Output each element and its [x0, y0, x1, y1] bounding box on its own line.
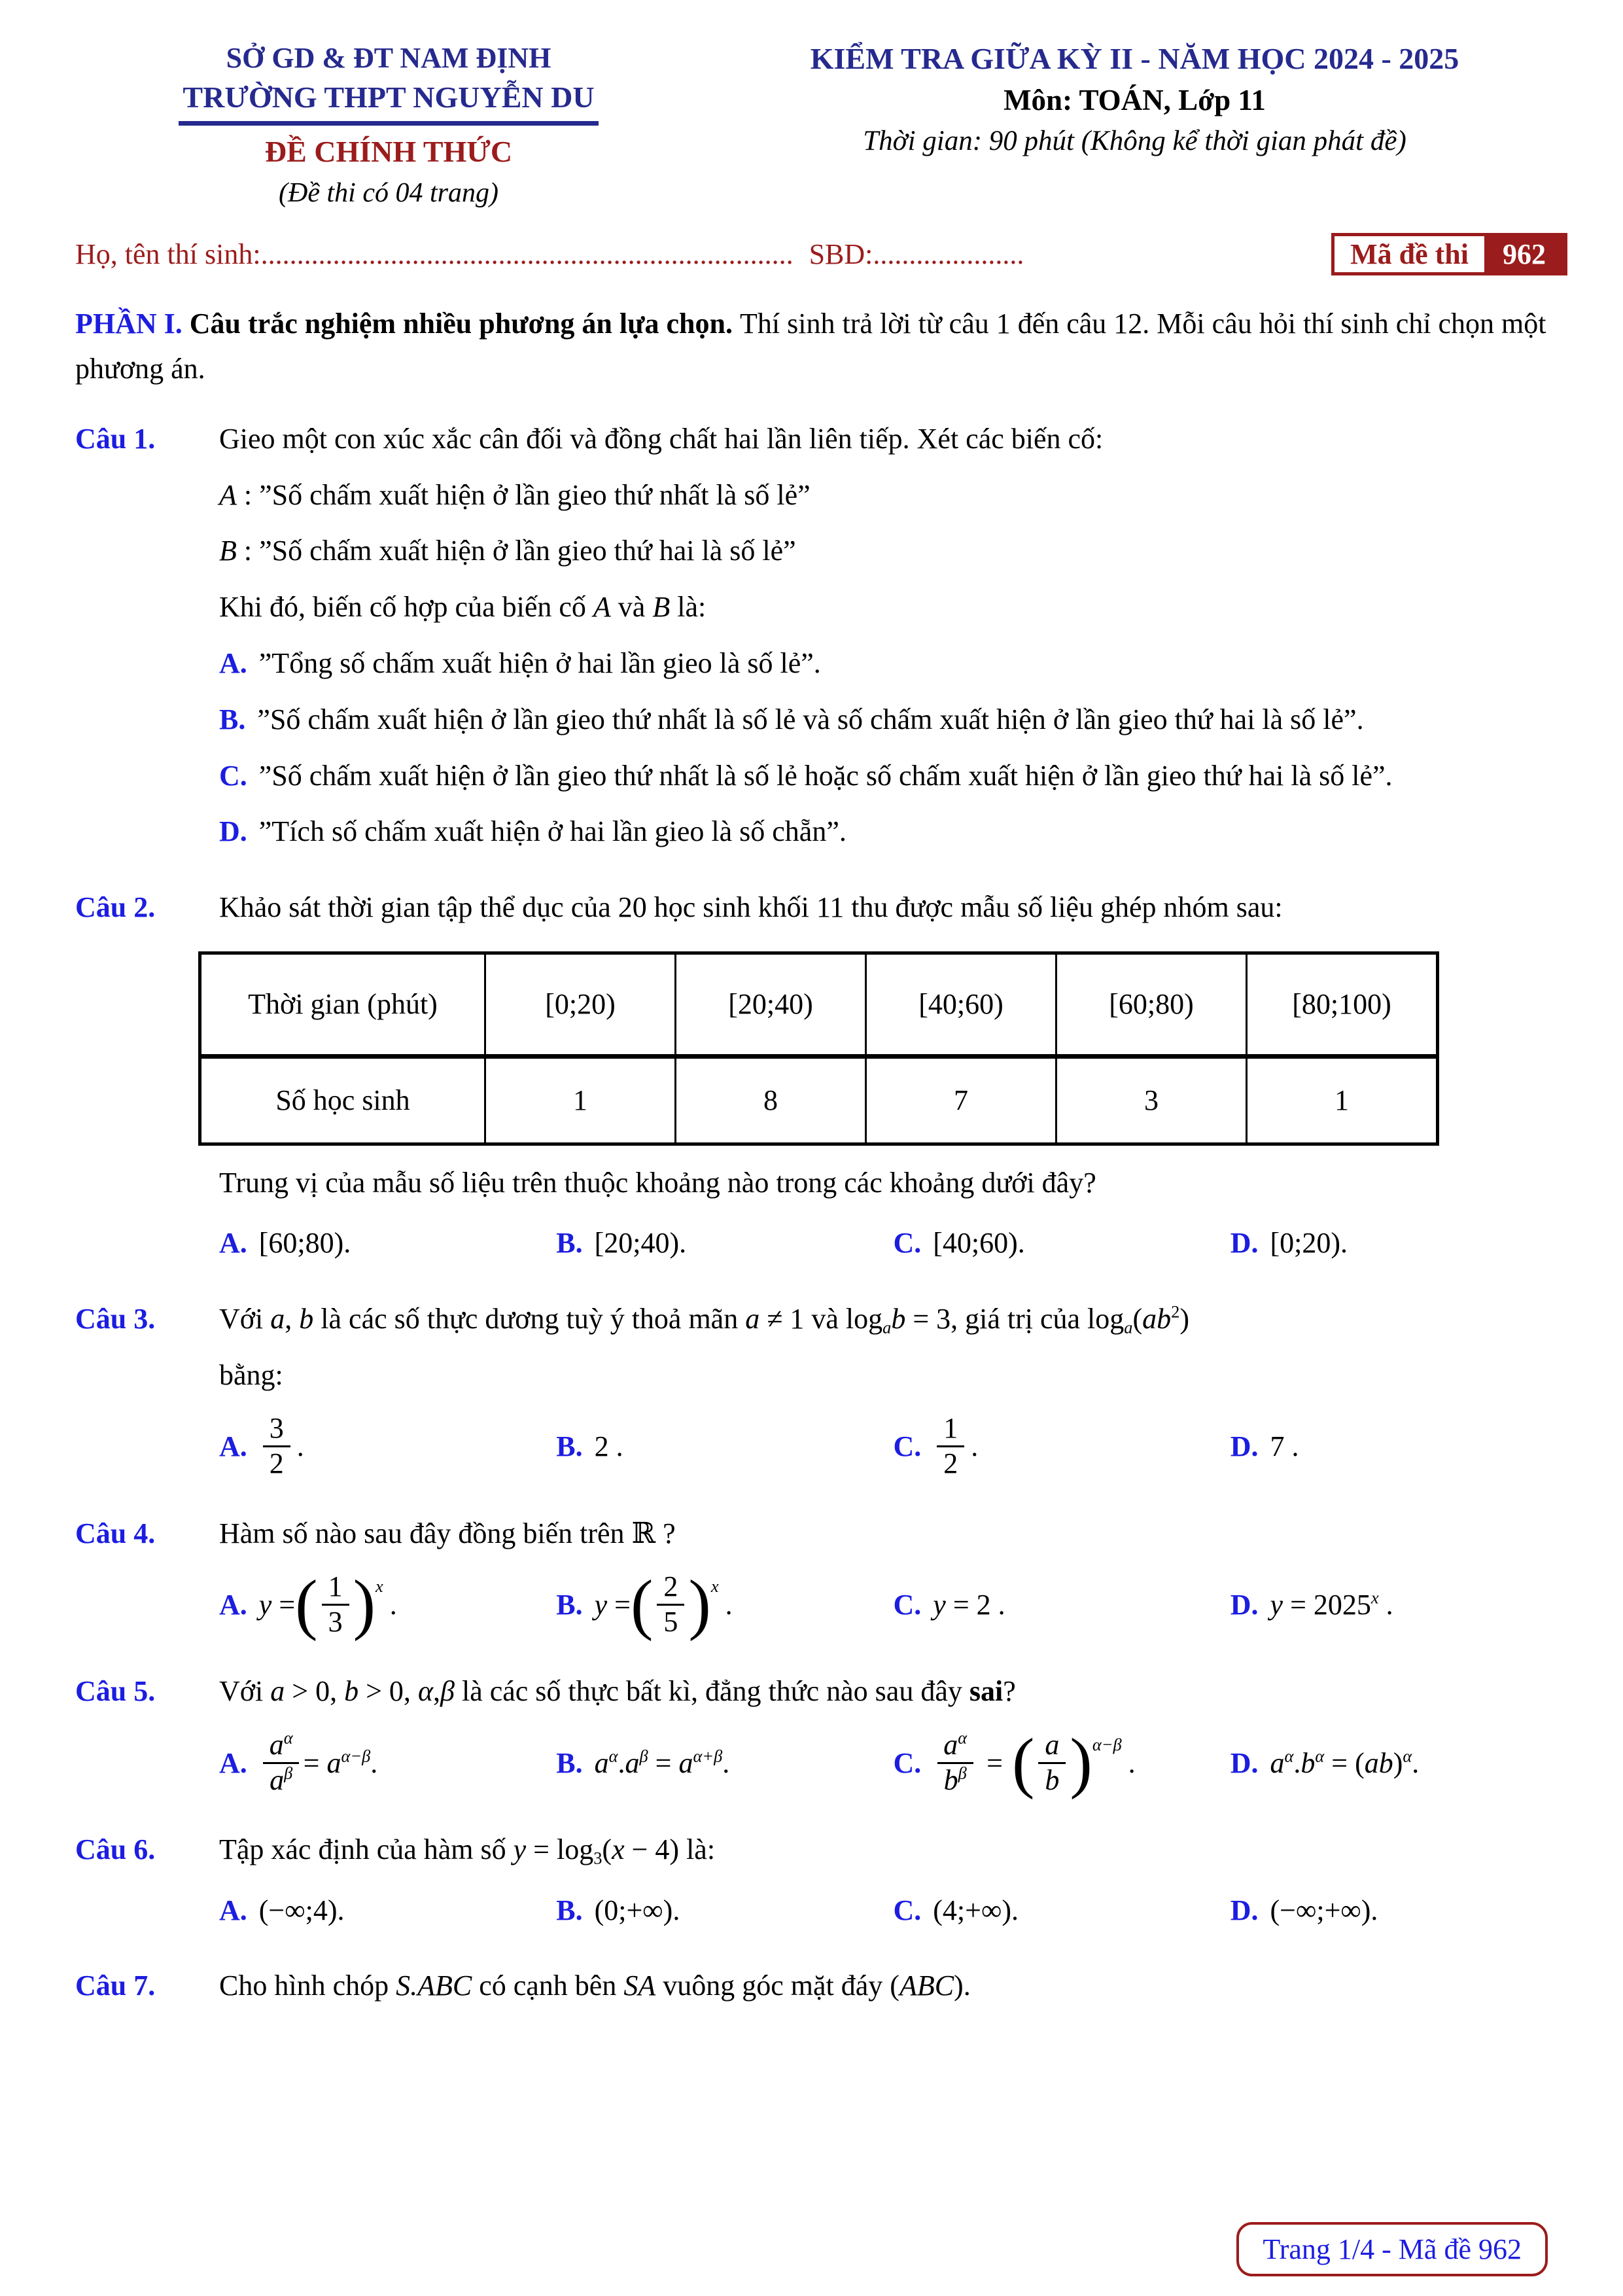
- option-text: [20;40).: [594, 1227, 687, 1260]
- equals-sign: =: [986, 1746, 1003, 1779]
- option-letter: B.: [556, 1227, 583, 1260]
- option-letter: A.: [219, 1430, 247, 1462]
- question-6: [75, 1822, 1567, 1938]
- header-left-block: [75, 39, 702, 211]
- question-2: [75, 879, 1567, 1271]
- option-d: [1230, 1215, 1567, 1271]
- option-text: ”Tổng số chấm xuất hiện ở hai lần gieo là số lẻ”.: [258, 646, 821, 679]
- option-letter: C.: [893, 1894, 922, 1926]
- table-cell: [80;100): [1247, 953, 1438, 1056]
- question-2-number: Câu 2.: [75, 891, 156, 924]
- option-letter: B.: [556, 1894, 583, 1926]
- option-letter: B.: [219, 703, 246, 735]
- right-paren: ): [1070, 1725, 1092, 1800]
- option-letter: C.: [893, 1746, 922, 1779]
- option-a: [219, 1882, 556, 1938]
- option-letter: B.: [556, 1430, 583, 1462]
- question-1-option-d: [219, 804, 1567, 860]
- option-letter: D.: [1230, 1430, 1259, 1462]
- fraction: $\frac{a^\alpha}{a^\beta}$: [263, 1729, 300, 1797]
- part1-heading: PHẦN I. Câu trắc nghiệm nhiều phương án lựa chọn. Thí sinh trả lời từ câu 1 đến câu 12. Mỗi câu hỏi thí sinh chỉ chọn một phương án.: [75, 308, 1546, 385]
- option-c: [894, 1882, 1230, 1938]
- option-a: [219, 1723, 556, 1802]
- question-1-event-b: B : ”Số chấm xuất hiện ở lần gieo thứ hai là số lẻ”: [219, 535, 796, 567]
- question-2-options: [219, 1215, 1567, 1271]
- question-1-option-b: [219, 692, 1567, 748]
- option-letter: C.: [893, 1227, 922, 1260]
- option-letter: C.: [893, 1430, 922, 1462]
- option-letter: C.: [893, 1588, 922, 1621]
- question-6-text: Tập xác định của hàm số y = log3(x − 4) là:: [219, 1833, 716, 1868]
- left-paren: (: [1011, 1725, 1035, 1800]
- question-2-text: Khảo sát thời gian tập thể dục của 20 học sinh khối 11 thu được mẫu số liệu ghép nhóm sau:: [219, 891, 1283, 924]
- option-text: $a^\alpha.b^\alpha = (ab)^\alpha$.: [1270, 1746, 1420, 1779]
- option-letter: D.: [219, 815, 247, 848]
- exponent: x: [710, 1576, 719, 1597]
- table-header-row: [200, 953, 1438, 1056]
- option-c: [894, 1407, 1230, 1485]
- option-suffix: .: [1128, 1746, 1136, 1779]
- exam-code-label: Mã đề thi: [1335, 236, 1484, 272]
- question-5-number: Câu 5.: [75, 1675, 156, 1708]
- option-b: [556, 1565, 893, 1644]
- department-name: SỞ GD & ĐT NAM ĐỊNH: [226, 42, 551, 74]
- frequency-table: [198, 951, 1439, 1146]
- question-1-text: Gieo một con xúc xắc cân đối và đồng chất hai lần liên tiếp. Xét các biến cố:: [219, 422, 1104, 455]
- question-3-options: [219, 1407, 1567, 1485]
- table-value-row: [200, 1056, 1438, 1144]
- question-5-options: [219, 1723, 1567, 1802]
- sbd-blank: .....................: [873, 238, 1024, 271]
- right-paren: ): [353, 1566, 376, 1642]
- option-math-pre: y =: [594, 1588, 631, 1621]
- question-3: [75, 1291, 1567, 1486]
- option-c: [894, 1576, 1230, 1633]
- fraction: $\frac{1}{2}$: [937, 1412, 964, 1480]
- option-text: $a^\alpha.a^\beta = a^{\alpha+\beta}$.: [594, 1746, 730, 1779]
- option-text: ”Số chấm xuất hiện ở lần gieo thứ nhất là số lẻ hoặc số chấm xuất hiện ở lần gieo thứ hai là số lẻ”.: [258, 759, 1393, 792]
- question-1-conclusion: Khi đó, biến cố hợp của biến cố A và B là:: [219, 591, 707, 624]
- option-b: [556, 1418, 893, 1474]
- question-3-text: Với a, b là các số thực dương tuỳ ý thoả mãn a ≠ 1 và logab = 3, giá trị của $\log a(ab^2)$: [219, 1301, 1189, 1337]
- option-a: [219, 1215, 556, 1271]
- candidate-name-blank: ..........................................................................: [260, 238, 794, 271]
- fraction: $\frac{a}{b}$: [1038, 1729, 1066, 1797]
- question-1-number: Câu 1.: [75, 422, 156, 455]
- table-cell: Thời gian (phút): [200, 953, 485, 1056]
- right-paren: ): [688, 1566, 711, 1642]
- option-text: ”Số chấm xuất hiện ở lần gieo thứ nhất là số lẻ và số chấm xuất hiện ở lần gieo thứ hai là số lẻ”.: [257, 703, 1364, 735]
- document-header: [75, 39, 1567, 211]
- fraction: $\frac{3}{2}$: [263, 1412, 290, 1480]
- table-cell: Số học sinh: [200, 1056, 485, 1144]
- question-2-prompt: Trung vị của mẫu số liệu trên thuộc khoảng nào trong các khoảng dưới đây?: [219, 1166, 1096, 1199]
- option-text: y = 2 .: [933, 1588, 1005, 1621]
- option-letter: B.: [556, 1588, 583, 1621]
- option-text: (4;+∞).: [933, 1894, 1019, 1926]
- option-c: [894, 1723, 1230, 1802]
- option-c: [894, 1215, 1230, 1271]
- option-letter: D.: [1230, 1227, 1259, 1260]
- question-4-number: Câu 4.: [75, 1517, 156, 1549]
- option-suffix: .: [296, 1430, 304, 1462]
- option-text: [60;80).: [258, 1227, 351, 1260]
- left-paren: (: [630, 1566, 654, 1642]
- exam-code-box: [1331, 233, 1567, 275]
- table-cell: [40;60): [866, 953, 1056, 1056]
- question-1: [75, 411, 1567, 860]
- option-text: 2 .: [594, 1430, 623, 1462]
- option-text: (−∞;4).: [258, 1894, 345, 1926]
- question-4-options: [219, 1565, 1567, 1644]
- option-letter: A.: [219, 1746, 247, 1779]
- page-footer-box: [1236, 2222, 1548, 2276]
- option-a: [219, 1407, 556, 1485]
- option-text: [0;20).: [1270, 1227, 1348, 1260]
- exam-code-value: 962: [1484, 236, 1564, 272]
- option-b: [556, 1882, 893, 1938]
- option-text: (0;+∞).: [594, 1894, 680, 1926]
- question-7-number: Câu 7.: [75, 1969, 156, 2002]
- exam-title: KIỂM TRA GIỮA KỲ II - NĂM HỌC 2024 - 2025: [810, 42, 1459, 75]
- question-4-text: Hàm số nào sau đây đồng biến trên ℝ ?: [219, 1517, 676, 1549]
- exponent: x: [375, 1576, 383, 1597]
- question-6-number: Câu 6.: [75, 1833, 156, 1866]
- option-a: [219, 1565, 556, 1644]
- option-letter: D.: [1230, 1746, 1259, 1779]
- exam-subject: Môn: TOÁN, Lớp 11: [1003, 83, 1266, 116]
- option-d: [1230, 1882, 1567, 1938]
- question-6-options: [219, 1882, 1567, 1938]
- question-5: [75, 1663, 1567, 1802]
- option-letter: C.: [219, 759, 247, 792]
- table-cell: 3: [1056, 1056, 1247, 1144]
- fraction: $\frac{a^\alpha}{b^\beta}$: [937, 1729, 973, 1797]
- table-cell: 1: [1247, 1056, 1438, 1144]
- question-3-text-cont: bằng:: [219, 1358, 283, 1391]
- pages-note: (Đề thi có 04 trang): [279, 177, 498, 208]
- option-math-post: = $a^{\alpha-\beta}$.: [303, 1746, 378, 1779]
- fraction: $\frac{2}{5}$: [657, 1570, 684, 1638]
- option-suffix: .: [725, 1588, 733, 1621]
- option-suffix: .: [389, 1588, 397, 1621]
- option-letter: A.: [219, 1227, 247, 1260]
- fraction: $\frac{1}{3}$: [322, 1570, 349, 1638]
- option-suffix: .: [971, 1430, 979, 1462]
- option-text: (−∞;+∞).: [1270, 1894, 1378, 1926]
- option-d: [1230, 1576, 1567, 1633]
- left-paren: (: [295, 1566, 318, 1642]
- question-4: [75, 1506, 1567, 1644]
- exam-type-label: ĐỀ CHÍNH THỨC: [264, 134, 513, 168]
- table-cell: [0;20): [485, 953, 676, 1056]
- option-d: [1230, 1418, 1567, 1474]
- exam-duration: Thời gian: 90 phút (Không kể thời gian phát đề): [863, 126, 1406, 157]
- exponent: α−β: [1092, 1735, 1122, 1755]
- option-text: 7 .: [1270, 1430, 1299, 1462]
- page-number-note: Trang 1/4 - Mã đề 962: [1263, 2233, 1522, 2265]
- question-1-option-a: [219, 635, 1567, 692]
- option-letter: A.: [219, 1894, 247, 1926]
- table-cell: [60;80): [1056, 953, 1247, 1056]
- school-name: TRƯỜNG THPT NGUYỄN DU: [179, 78, 598, 126]
- option-b: [556, 1735, 893, 1791]
- option-letter: A.: [219, 646, 247, 679]
- table-cell: 7: [866, 1056, 1056, 1144]
- option-text: ”Tích số chấm xuất hiện ở hai lần gieo là số chẵn”.: [258, 815, 846, 848]
- question-7: [75, 1958, 1567, 2014]
- option-math-pre: y =: [258, 1588, 296, 1621]
- candidate-name-label: Họ, tên thí sinh:: [75, 238, 261, 271]
- option-text: $y = 2025^x$ .: [1270, 1587, 1393, 1621]
- option-letter: D.: [1230, 1894, 1259, 1926]
- option-letter: B.: [556, 1746, 583, 1779]
- option-letter: A.: [219, 1588, 247, 1621]
- candidate-info-row: [75, 233, 1567, 275]
- option-letter: D.: [1230, 1588, 1259, 1621]
- question-3-number: Câu 3.: [75, 1302, 156, 1335]
- table-cell: 1: [485, 1056, 676, 1144]
- question-7-text: Cho hình chóp S.ABC có cạnh bên SA vuông góc mặt đáy (ABC).: [219, 1969, 971, 2002]
- question-5-text: Với a > 0, b > 0, α,β là các số thực bất kì, đẳng thức nào sau đây sai?: [219, 1675, 1016, 1708]
- option-b: [556, 1215, 893, 1271]
- sbd-label: SBD:: [809, 238, 873, 271]
- table-cell: 8: [676, 1056, 866, 1144]
- question-1-event-a: A : ”Số chấm xuất hiện ở lần gieo thứ nhất là số lẻ”: [219, 478, 811, 511]
- table-cell: [20;40): [676, 953, 866, 1056]
- option-d: [1230, 1735, 1567, 1791]
- option-text: [40;60).: [933, 1227, 1025, 1260]
- header-right-block: [702, 39, 1567, 211]
- question-1-option-c: [219, 748, 1567, 804]
